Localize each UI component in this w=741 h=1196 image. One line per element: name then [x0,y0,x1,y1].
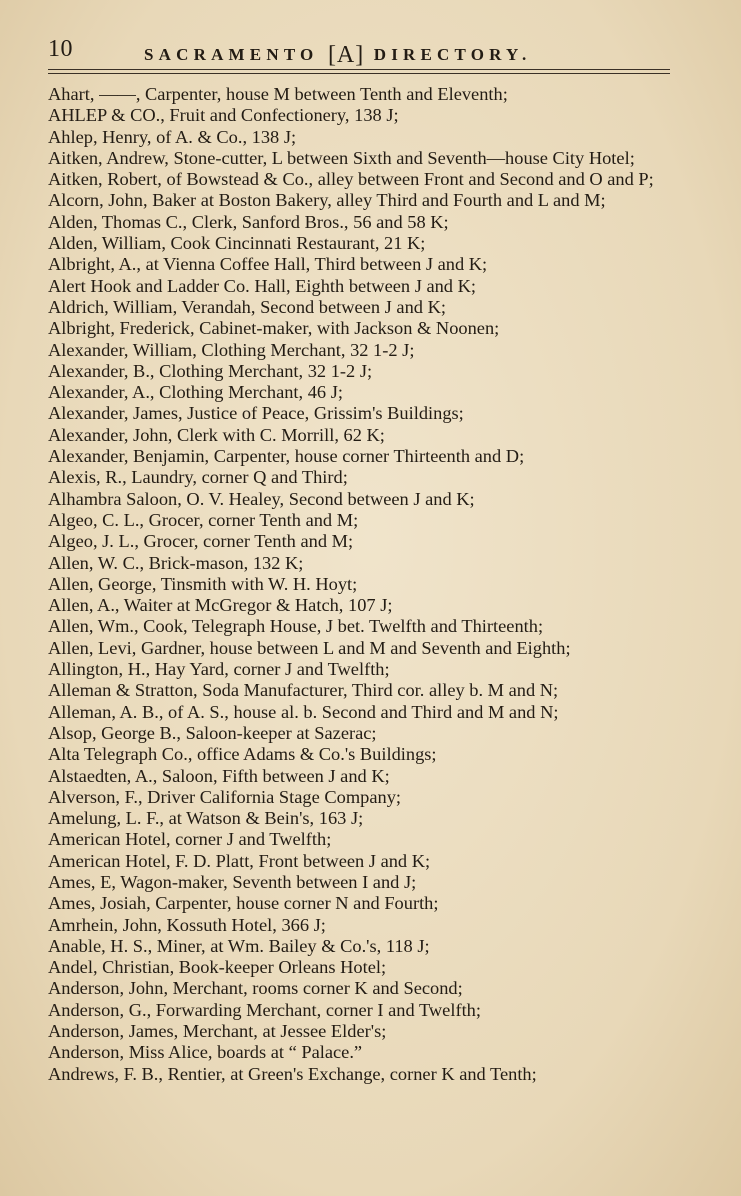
directory-entry: Allen, George, Tinsmith with W. H. Hoyt; [48,573,358,594]
directory-entry: Albright, A., at Vienna Coffee Hall, Third between J and K; [48,254,488,275]
header-rule-top [48,69,670,70]
directory-entry: Aldrich, William, Verandah, Second between J and K; [48,296,446,317]
directory-entry: Alexander, James, Justice of Peace, Grissim's Buildings; [48,403,464,424]
directory-entry: Alexander, Benjamin, Carpenter, house corner Thirteenth and D; [48,446,525,467]
directory-entry: Alexander, A., Clothing Merchant, 46 J; [48,382,343,403]
directory-entry: Anderson, Miss Alice, boards at “ Palace.” [48,1042,363,1063]
directory-entry: Andel, Christian, Book-keeper Orleans Hotel; [48,957,387,978]
directory-entry: Alhambra Saloon, O. V. Healey, Second between J and K; [48,488,475,509]
directory-entry: Allen, W. C., Brick-mason, 132 K; [48,552,304,573]
directory-entry: Ahlep, Henry, of A. & Co., 138 J; [48,126,297,147]
directory-entry: Alexander, B., Clothing Merchant, 32 1-2 J; [48,360,373,381]
directory-entry: Anderson, G., Forwarding Merchant, corner I and Twelfth; [48,999,481,1020]
directory-entry: American Hotel, corner J and Twelfth; [48,829,332,850]
directory-entry: Aitken, Andrew, Stone-cutter, L between Sixth and Seventh—house City Hotel; [48,147,635,168]
running-title [144,40,531,67]
page-number: 10 [48,36,73,62]
directory-entry: Alverson, F., Driver California Stage Company; [48,786,401,807]
directory-entry: Alexander, William, Clothing Merchant, 32 1-2 J; [48,339,415,360]
directory-entry: Alert Hook and Ladder Co. Hall, Eighth between J and K; [48,275,476,296]
directory-entry: AHLEP & CO., Fruit and Confectionery, 138 J; [48,105,399,126]
directory-entry: Allington, H., Hay Yard, corner J and Twelfth; [48,659,390,680]
directory-entry: Allen, Wm., Cook, Telegraph House, J bet. Twelfth and Thirteenth; [48,616,544,637]
directory-entry: Anable, H. S., Miner, at Wm. Bailey & Co.'s, 118 J; [48,935,430,956]
directory-entry: Alexander, John, Clerk with C. Morrill, 62 K; [48,424,385,445]
directory-entry: Andrews, F. B., Rentier, at Green's Exchange, corner K and Tenth; [48,1063,537,1084]
directory-entries [48,84,678,1085]
directory-entry: Amrhein, John, Kossuth Hotel, 366 J; [48,914,326,935]
directory-entry: Alstaedten, A., Saloon, Fifth between J and K; [48,765,390,786]
directory-entry: Alexis, R., Laundry, corner Q and Third; [48,467,348,488]
title-letter: [A] [327,42,365,68]
directory-entry: Alleman & Stratton, Soda Manufacturer, Third cor. alley b. M and N; [48,680,559,701]
directory-entry: Allen, A., Waiter at McGregor & Hatch, 107 J; [48,595,393,616]
directory-entry: Allen, Levi, Gardner, house between L and M and Seventh and Eighth; [48,637,571,658]
directory-entry: Ames, E, Wagon-maker, Seventh between I and J; [48,871,417,892]
directory-entry: Alta Telegraph Co., office Adams & Co.'s Buildings; [48,744,437,765]
title-right: DIRECTORY. [373,45,532,64]
directory-entry: American Hotel, F. D. Platt, Front between J and K; [48,850,431,871]
title-left: SACRAMENTO [144,45,319,64]
page-header [48,34,698,70]
directory-entry: Alden, Thomas C., Clerk, Sanford Bros., 56 and 58 K; [48,211,449,232]
directory-entry: Ames, Josiah, Carpenter, house corner N and Fourth; [48,893,439,914]
directory-entry: Algeo, C. L., Grocer, corner Tenth and M; [48,509,359,530]
directory-entry: Albright, Frederick, Cabinet-maker, with Jackson & Noonen; [48,318,500,339]
directory-entry: Alleman, A. B., of A. S., house al. b. Second and Third and M and N; [48,701,559,722]
header-rule-bottom [48,73,670,74]
directory-entry: Alden, William, Cook Cincinnati Restaurant, 21 K; [48,233,426,254]
directory-entry: Alcorn, John, Baker at Boston Bakery, alley Third and Fourth and L and M; [48,190,606,211]
directory-entry: Aitken, Robert, of Bowstead & Co., alley between Front and Second and O and P; [48,169,654,190]
directory-entry: Ahart, ——, Carpenter, house M between Tenth and Eleventh; [48,84,508,104]
directory-entry: Alsop, George B., Saloon-keeper at Sazerac; [48,722,377,743]
directory-entry: Algeo, J. L., Grocer, corner Tenth and M; [48,531,354,552]
directory-entry: Anderson, John, Merchant, rooms corner K and Second; [48,978,463,999]
directory-entry: Anderson, James, Merchant, at Jessee Elder's; [48,1021,387,1042]
directory-entry: Amelung, L. F., at Watson & Bein's, 163 J; [48,808,364,829]
